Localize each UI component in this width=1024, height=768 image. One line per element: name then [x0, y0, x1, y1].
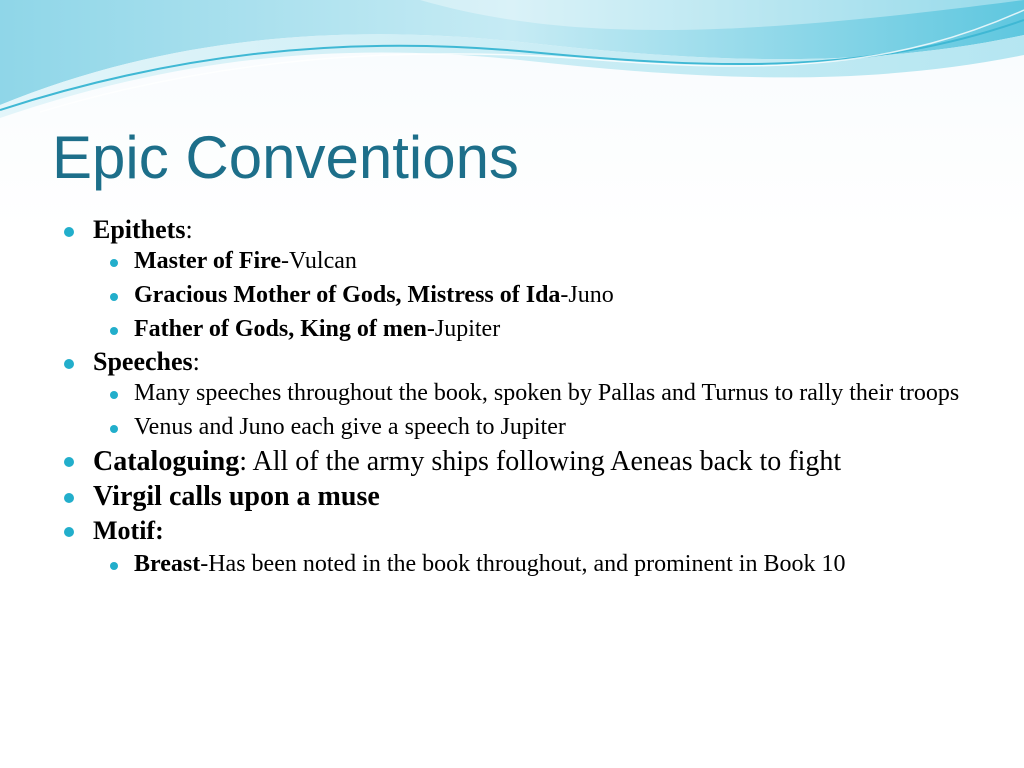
- bullet-dot-icon: [110, 562, 118, 570]
- bullet-dot-icon: [64, 227, 74, 237]
- epithet-bold: Gracious Mother of Gods, Mistress of Ida: [134, 282, 561, 308]
- epithet-bold: Master of Fire: [134, 248, 282, 274]
- bullet-muse: [64, 480, 964, 514]
- motif-label: Motif:: [93, 516, 164, 545]
- speech-text: Venus and Juno each give a speech to Jupiter: [134, 414, 566, 440]
- bullet-speeches: [64, 347, 964, 377]
- sub-bullet-speech: [110, 377, 964, 411]
- bullet-dot-icon: [64, 359, 74, 369]
- sub-bullet-motif: [110, 548, 964, 582]
- speeches-label: Speeches: [93, 347, 193, 376]
- bullet-dot-icon: [110, 425, 118, 433]
- bullet-dot-icon: [110, 293, 118, 301]
- speech-text: Many speeches throughout the book, spoken by Pallas and Turnus to rally their troops: [134, 380, 960, 406]
- motif-rest: -Has been noted in the book throughout, and prominent in Book 10: [200, 551, 846, 577]
- epithet-rest: -Vulcan: [281, 248, 357, 274]
- bullet-dot-icon: [110, 391, 118, 399]
- bullet-epithets: [64, 215, 964, 245]
- epithets-suffix: :: [185, 215, 193, 244]
- bullet-list: [64, 215, 964, 582]
- cataloguing-label: Cataloguing: [93, 446, 240, 477]
- epithet-rest: -Juno: [560, 282, 614, 308]
- epithet-bold: Father of Gods, King of men: [134, 316, 427, 342]
- bullet-dot-icon: [64, 527, 74, 537]
- sub-bullet-epithet: [110, 313, 964, 347]
- muse-label: Virgil calls upon a muse: [93, 481, 380, 512]
- bullet-dot-icon: [110, 259, 118, 267]
- bullet-motif: [64, 514, 964, 548]
- header-wave-decoration: [0, 0, 1024, 130]
- sub-bullet-speech: [110, 411, 964, 445]
- motif-bold: Breast: [134, 551, 201, 577]
- bullet-dot-icon: [64, 493, 74, 503]
- bullet-dot-icon: [64, 457, 74, 467]
- bullet-dot-icon: [110, 327, 118, 335]
- bullet-cataloguing: [64, 445, 964, 480]
- epithet-rest: -Jupiter: [426, 316, 501, 342]
- slide-title: Epic Conventions: [52, 124, 519, 191]
- epithets-label: Epithets: [93, 215, 186, 244]
- speeches-suffix: :: [192, 347, 200, 376]
- sub-bullet-epithet: [110, 245, 964, 279]
- sub-bullet-epithet: [110, 279, 964, 313]
- cataloguing-text: : All of the army ships following Aeneas back to fight: [239, 446, 842, 477]
